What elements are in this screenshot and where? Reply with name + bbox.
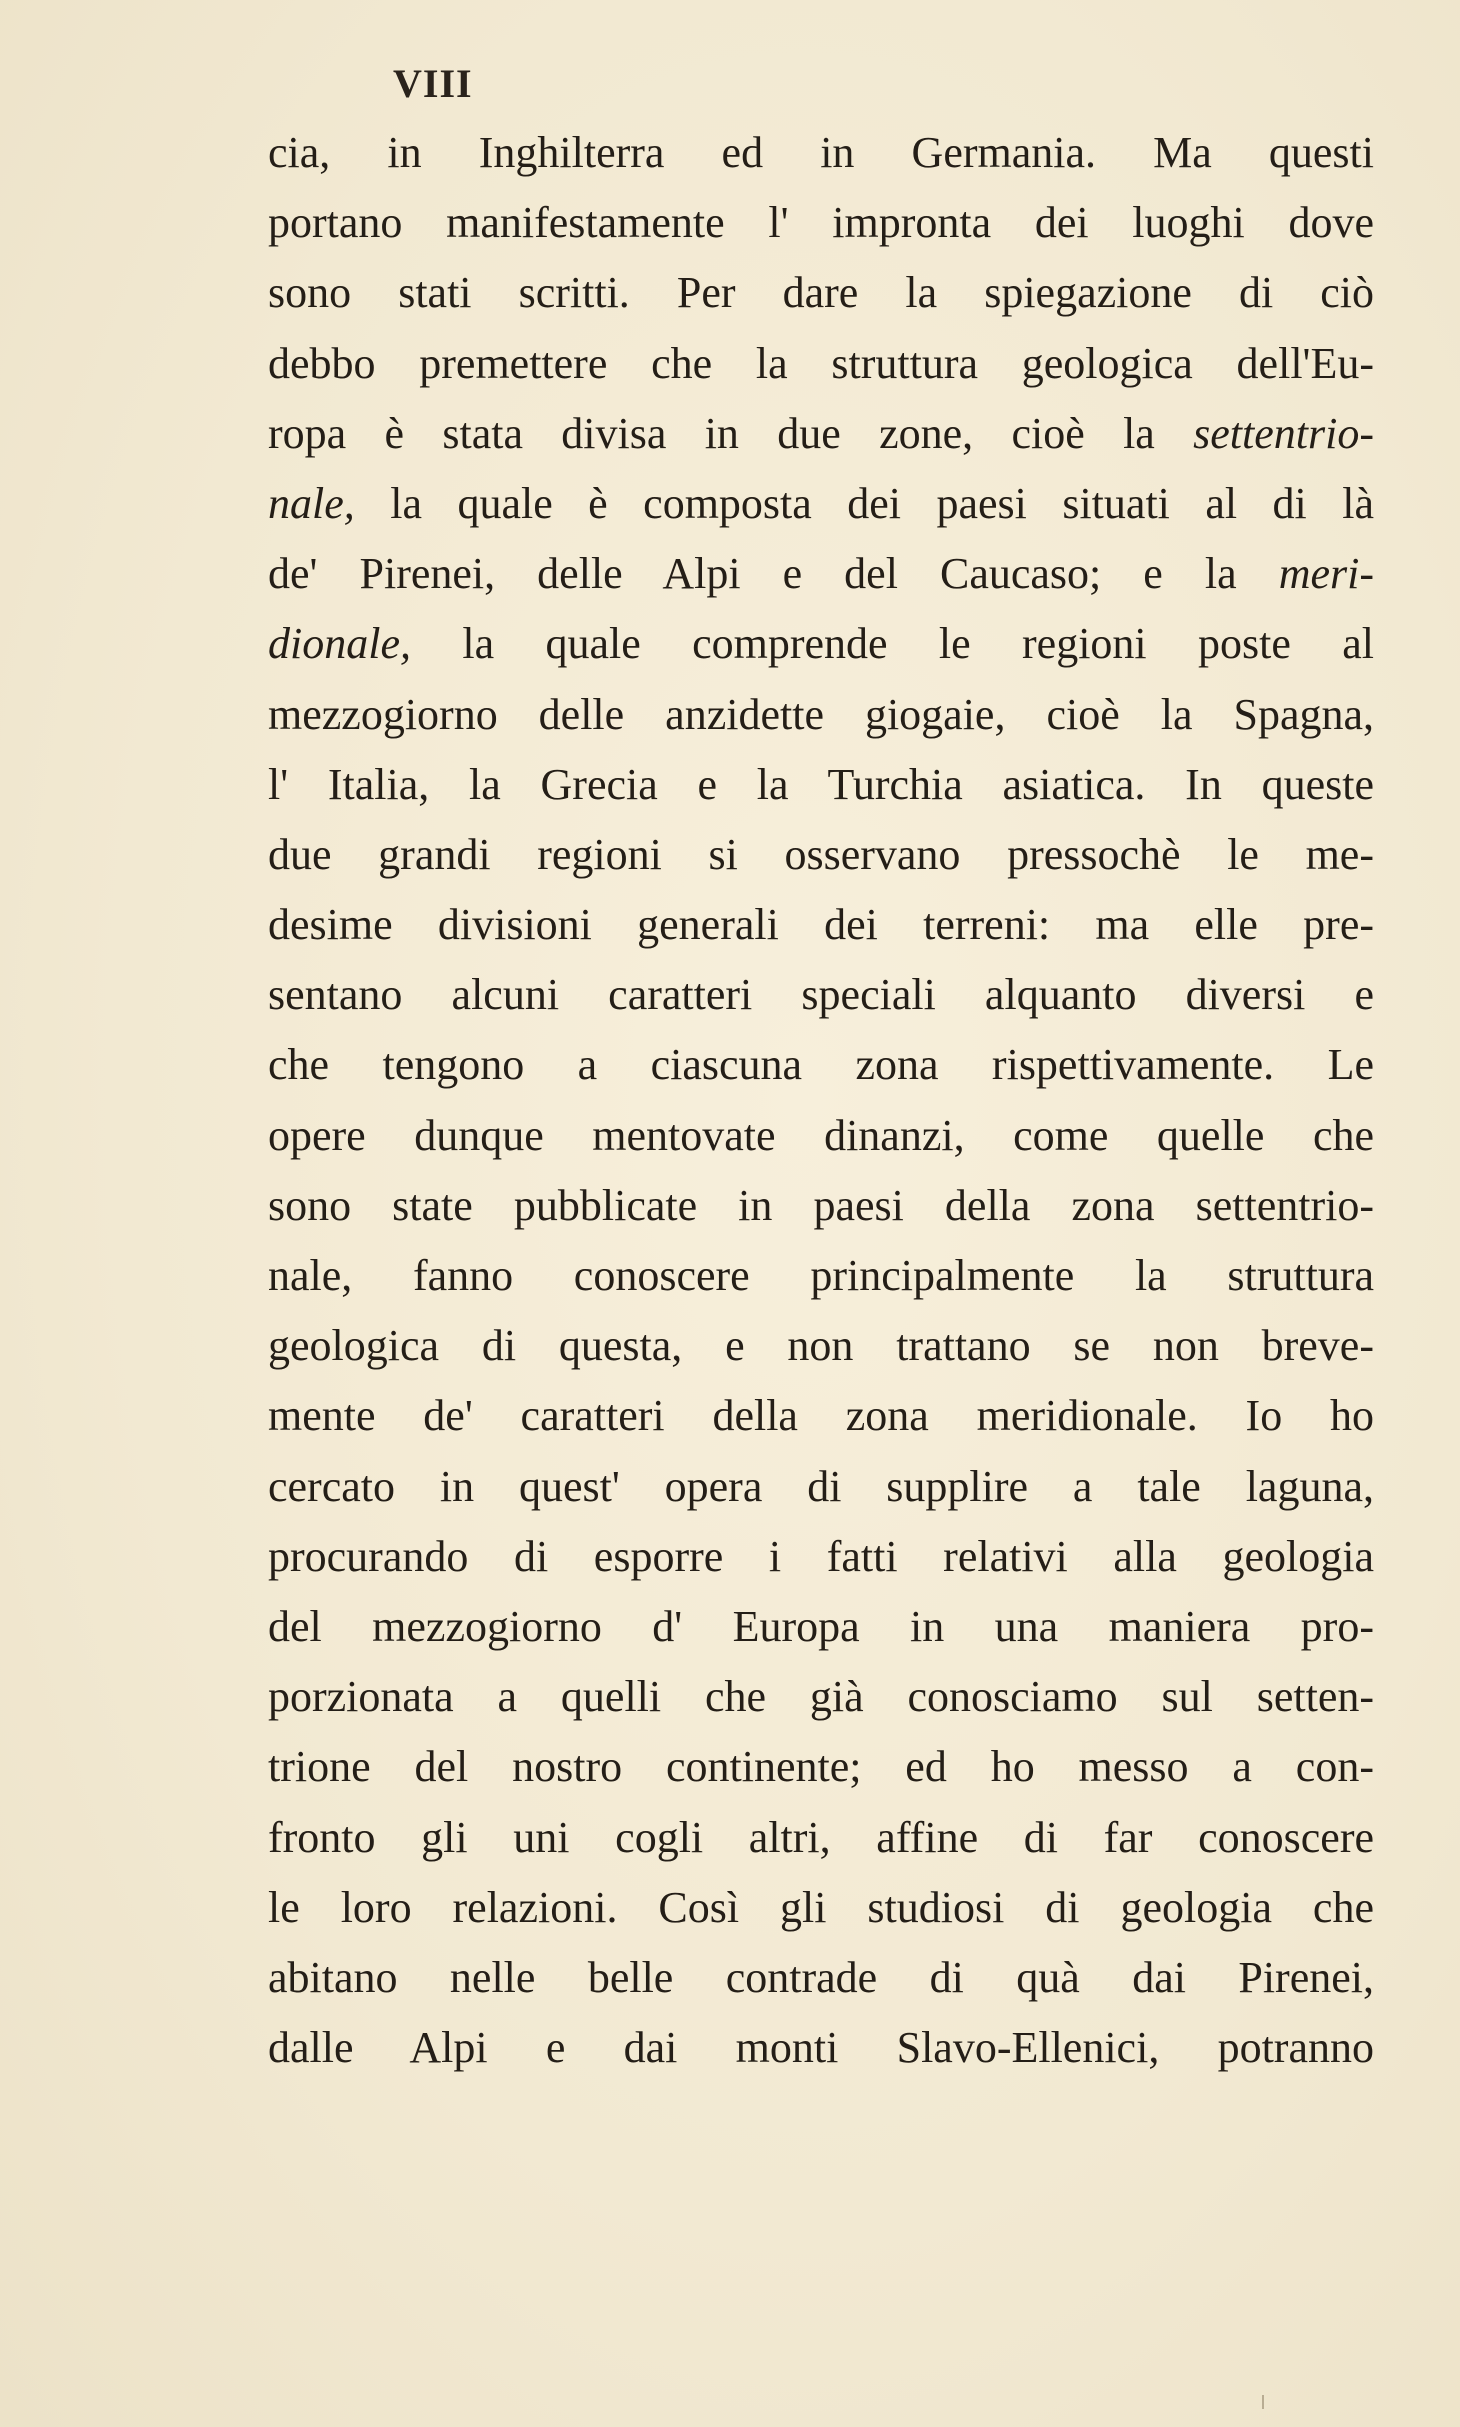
text-line: [268, 750, 1374, 820]
line-text: trione del nostro continente; ed ho messo a con-: [268, 1742, 1374, 1792]
line-text: mente de' caratteri della zona meridionale. Io ho: [268, 1391, 1374, 1441]
text-line: [268, 1943, 1374, 2013]
text-line: [268, 1311, 1374, 1381]
text-line: [268, 1803, 1374, 1873]
text-line: [268, 1732, 1374, 1802]
text-line: [268, 1873, 1374, 1943]
line-text: del mezzogiorno d' Europa in una maniera pro-: [268, 1601, 1374, 1651]
text-line: [268, 539, 1374, 609]
text-line: [268, 1592, 1374, 1662]
line-text: nale, fanno conoscere principalmente la struttura: [268, 1251, 1374, 1300]
text-line: [268, 609, 1374, 679]
line-text: cia, in Inghilterra ed in Germania. Ma questi: [268, 128, 1374, 177]
text-line: [268, 469, 1374, 539]
text-line: [268, 1030, 1374, 1100]
text-line: [268, 399, 1374, 469]
text-line: [268, 1522, 1374, 1592]
italic-term: settentrio-: [1193, 408, 1374, 458]
line-text: de' Pirenei, delle Alpi e del Caucaso; e la: [268, 549, 1279, 599]
text-line: [268, 188, 1374, 258]
line-text: sono stati scritti. Per dare la spiegazione di ciò: [268, 268, 1374, 318]
line-text: procurando di esporre i fatti relativi alla geologia: [268, 1531, 1374, 1581]
line-text: dalle Alpi e dai monti Slavo-Ellenici, potranno: [268, 2023, 1374, 2073]
italic-term: meri-: [1278, 549, 1374, 599]
text-line: [268, 118, 1374, 188]
line-text: ropa è stata divisa in due zone, cioè la: [268, 408, 1194, 458]
text-line: [268, 1171, 1374, 1241]
text-line: [268, 258, 1374, 328]
text-line: [268, 960, 1374, 1030]
body-text: [268, 118, 1374, 2083]
line-text: le loro relazioni. Così gli studiosi di geologia che: [268, 1882, 1374, 1932]
text-line: [268, 820, 1374, 890]
line-text: geologica di questa, e non trattano se non breve-: [268, 1321, 1374, 1371]
line-text: portano manifestamente l' impronta dei luoghi dove: [268, 198, 1374, 248]
line-text: la quale comprende le regioni poste al: [410, 619, 1374, 669]
text-line: [268, 680, 1374, 750]
line-text: porzionata a quelli che già conosciamo sul setten-: [268, 1672, 1374, 1722]
line-text: mezzogiorno delle anzidette giogaie, cioè la Spagna,: [268, 689, 1374, 739]
italic-term: dionale,: [268, 619, 411, 669]
line-text: abitano nelle belle contrade di quà dai Pirenei,: [268, 1952, 1374, 2002]
line-text: l' Italia, la Grecia e la Turchia asiatica. In queste: [268, 759, 1374, 809]
line-text: sono state pubblicate in paesi della zona settentrio-: [268, 1180, 1374, 1230]
line-text: cercato in quest' opera di supplire a tale laguna,: [268, 1461, 1374, 1511]
line-text: sentano alcuni caratteri speciali alquanto diversi e: [268, 970, 1374, 1020]
page-number: VIII: [393, 61, 473, 106]
text-line: [268, 329, 1374, 399]
italic-term: nale,: [268, 478, 355, 528]
line-text: desime divisioni generali dei terreni: ma elle pre-: [268, 900, 1374, 950]
text-line: [268, 1381, 1374, 1451]
text-line: [268, 1101, 1374, 1171]
text-line: [268, 2013, 1374, 2083]
line-text: la quale è composta dei paesi situati al di là: [354, 478, 1374, 528]
line-text: due grandi regioni si osservano pressochè le me-: [268, 829, 1374, 879]
line-text: che tengono a ciascuna zona rispettivamente. Le: [268, 1040, 1374, 1090]
line-text: opere dunque mentovate dinanzi, come quelle che: [268, 1110, 1374, 1160]
text-line: [268, 1452, 1374, 1522]
line-text: debbo premettere che la struttura geologica dell'Eu-: [268, 338, 1374, 388]
text-line: [268, 1241, 1374, 1311]
text-line: [268, 890, 1374, 960]
margin-mark: [1262, 2395, 1264, 2409]
text-line: [268, 1662, 1374, 1732]
line-text: fronto gli uni cogli altri, affine di far conoscere: [268, 1812, 1374, 1862]
